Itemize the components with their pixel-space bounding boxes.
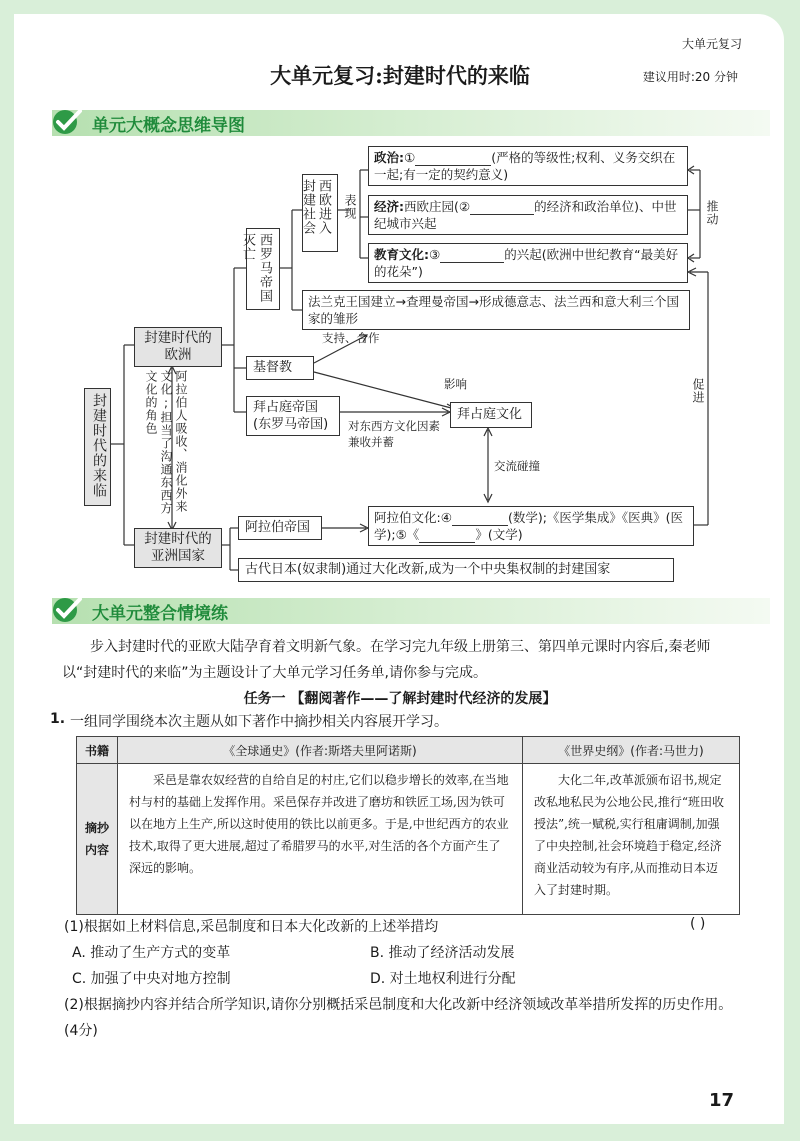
edu-label: 教育文化:: [374, 247, 429, 262]
book1-excerpt-text: 采邑是靠农奴经营的自给自足的村庄,它们以稳步增长的效率,在当地村与村的基础上发挥作用。采邑保存并改进了磨坊和铁匠工场,因为铁可以在地方上生产,所以这时使用的铁比以前更多。于是,中世纪西方的农业技术,取得了更大进展,超过了希腊罗马的水平,对生活的各个方面产生了深远的影响。: [129, 773, 509, 875]
answer-paren[interactable]: ( ): [690, 916, 706, 932]
option-c[interactable]: C. 加强了中央对地方控制: [72, 971, 231, 987]
exchange-label: 交流碰撞: [494, 459, 540, 473]
option-d[interactable]: D. 对土地权利进行分配: [370, 971, 516, 987]
source-table: [76, 736, 740, 915]
arab-num5: ⑤《: [395, 527, 420, 542]
absorb-label: 对东西方文化因素兼收并蓄: [348, 419, 440, 449]
frank-box: 法兰克王国建立→查理曼帝国→形成德意志、法兰西和意大利三个国家的雏形: [302, 290, 690, 330]
option-a[interactable]: A. 推动了生产方式的变革: [72, 945, 231, 961]
politics-blank[interactable]: [415, 165, 491, 166]
sub-question-2: (2)根据摘抄内容并结合所学知识,请你分别概括采邑制度和大化改新中经济领域改革举措所发挥的历史作用。(4分): [64, 997, 733, 1039]
book1-excerpt: [118, 764, 523, 915]
christianity-node: 基督教: [246, 356, 314, 380]
check-icon: [50, 594, 86, 624]
arab-role-note: 阿拉伯人吸收、消化外来文化;担当了沟通东西方文化的角色: [144, 370, 188, 515]
economy-num: ②: [458, 199, 471, 214]
economy-pre: 西欧庄园(: [404, 199, 459, 214]
economy-blank[interactable]: [470, 214, 534, 215]
politics-box: [368, 146, 688, 186]
arab-culture-text: (数学);《医学集成》《医典》(医学);: [374, 510, 684, 542]
politics-num: ①: [404, 150, 416, 165]
arab-blank-4[interactable]: [452, 525, 508, 526]
economy-text: 的经济和政治单位)、中世纪城市兴起: [374, 199, 677, 231]
edu-text: 的兴起(欧洲中世纪教育“最美好的花朵”): [374, 247, 679, 279]
arab-culture-box: [368, 506, 694, 546]
book2-excerpt: [523, 764, 740, 915]
page-number: 17: [708, 1090, 734, 1111]
book1-title: 《全球通史》(作者:斯塔夫里阿诺斯): [118, 737, 523, 764]
question-number: 1.: [50, 711, 66, 727]
book2-excerpt-text: 大化二年,改革派颁布诏书,规定改私地私民为公地公民,推行“班田收授法”,统一赋税,实行租庸调制,加强了中央控制,社会环境趋于稳定,经济商业活动较为有序,从而推动日本迈入了封建时期。: [534, 773, 724, 897]
running-head: 大单元复习: [681, 37, 742, 51]
education-box: [368, 243, 688, 283]
page-title: 大单元复习:封建时代的来临: [270, 63, 530, 88]
content-header-text: 摘抄内容: [85, 821, 110, 857]
edu-num: ③: [429, 247, 441, 262]
arab-culture-end: 》(文学): [475, 527, 523, 542]
cujin-label: 促进: [691, 378, 705, 404]
politics-label: 政治:: [374, 150, 404, 165]
task-heading: 任务一 【翻阅著作——了解封建时代经济的发展】: [243, 691, 557, 707]
west-rome-node: 西罗马帝国灭亡: [246, 228, 280, 310]
sub-question-1: (1)根据如上材料信息,采邑制度和日本大化改新的上述举措均: [64, 919, 439, 935]
section-title-practice: 大单元整合情境练: [92, 604, 228, 624]
option-b[interactable]: B. 推动了经济活动发展: [370, 945, 515, 961]
section-title-mindmap: 单元大概念思维导图: [92, 116, 245, 136]
time-hint: 建议用时:20 分钟: [642, 70, 738, 84]
byzantine-empire-node: 拜占庭帝国(东罗马帝国): [246, 396, 340, 436]
arab-blank-5[interactable]: [419, 542, 475, 543]
japan-box: 古代日本(奴隶制)通过大化改新,成为一个中央集权制的封建国家: [238, 558, 674, 582]
book2-title: 《世界史纲》(作者:马世力): [523, 737, 740, 764]
influence-label: 影响: [444, 377, 467, 391]
arab-num4: ④: [440, 510, 452, 525]
economy-box: [368, 195, 688, 235]
content-header: [77, 764, 118, 915]
intro-paragraph: 步入封建时代的亚欧大陆孕育着文明新气象。在学习完九年级上册第三、第四单元课时内容后,秦老师以“封建时代的来临”为主题设计了大单元学习任务单,请你参与完成。: [62, 639, 711, 681]
europe-node: 封建时代的欧洲: [134, 327, 222, 367]
arab-culture-label: 阿拉伯文化:: [374, 510, 441, 525]
asia-node: 封建时代的亚洲国家: [134, 528, 222, 568]
book-header: 书籍: [77, 737, 118, 764]
root-node: 封建时代的来临: [84, 388, 111, 506]
politics-text: (严格的等级性;权利、义务交织在一起;有一定的契约意义): [374, 150, 676, 182]
biaoxian-label: 表现: [343, 194, 357, 220]
arab-empire-node: 阿拉伯帝国: [238, 516, 322, 540]
feudal-society-node: 西欧进入封建社会: [302, 174, 338, 252]
edu-blank[interactable]: [440, 262, 504, 263]
byzantine-culture-node: 拜占庭文化: [450, 402, 532, 428]
question-stem: 一组同学围绕本次主题从如下著作中摘抄相关内容展开学习。: [70, 714, 448, 730]
tuidong-label: 推动: [705, 200, 719, 226]
economy-label: 经济:: [374, 199, 404, 214]
support-label: 支持、合作: [322, 331, 380, 345]
